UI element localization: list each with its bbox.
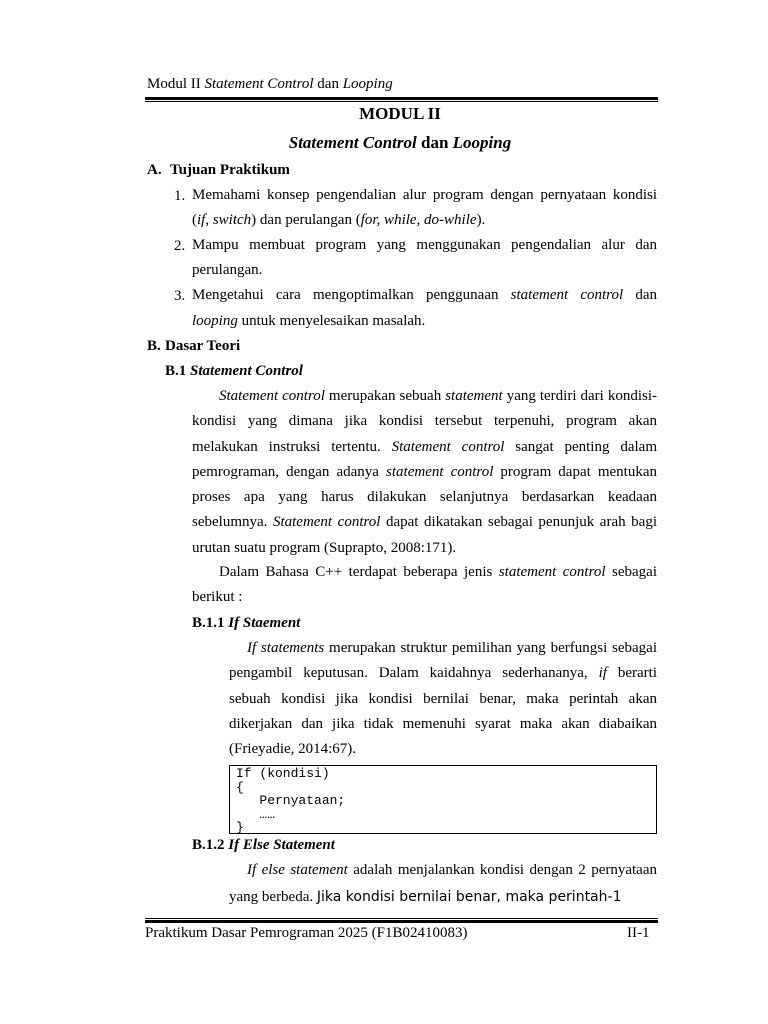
section-a-label: A. xyxy=(147,162,162,178)
page-number: II-1 xyxy=(627,925,650,941)
module-subtitle: Statement Control dan Looping xyxy=(288,133,512,152)
b11-paragraph: If statements merupakan struktur pemilihan yang berfungsi sebagai pengambil keputusan. Dalam kaidahnya sederhananya, if berarti sebuah kondisi jika kondisi bernilai benar, maka perintah akan dikerjakan dan jika tidak memenuhi syarat maka akan diabaikan (Frieyadie, 2014:67). xyxy=(229,640,657,758)
list-item-1-line2: (if, switch) dan perulangan (for, while, do-while). xyxy=(192,212,486,228)
b1-paragraph-2: Dalam Bahasa C++ terdapat beberapa jenis statement control sebagai berikut : xyxy=(192,564,657,606)
list-item-1-line1: Memahami konsep pengendalian alur program dengan pernyataan kondisi xyxy=(192,187,657,203)
list-number-1: 1. xyxy=(174,188,186,204)
b12-paragraph-line2: yang berbeda. Jika kondisi bernilai benar, maka perintah-1 xyxy=(229,889,622,905)
section-a-heading: Tujuan Praktikum xyxy=(170,162,290,178)
module-title: MODUL II xyxy=(359,104,441,123)
running-header: Modul II Statement Control dan Looping xyxy=(147,76,393,92)
b1-paragraph: Statement control merupakan sebuah statement yang terdiri dari kondisi-kondisi yang dimana jika kondisi tersebut terpenuhi, program akan melakukan instruksi tertentu. Statement control sangat penting dalam pemrograman, dengan adanya statement control program dapat mentukan proses apa yang harus dilakukan selanjutnya berdasarkan keadaan sebelumnya. Statement control dapat dikatakan sebagai penunjuk arah bagi urutan suatu program (Suprapto, 2008:171). xyxy=(192,388,657,556)
header-rule-thin xyxy=(145,101,658,102)
footer-course-text: Praktikum Dasar Pemrograman 2025 (F1B02410083) xyxy=(145,925,468,941)
code-block: If (kondisi) { Pernyataan; …… } xyxy=(229,765,657,834)
subsection-b12-heading: B.1.2 If Else Statement xyxy=(192,837,335,853)
list-item-2-line2: perulangan. xyxy=(192,262,263,278)
header-rule-thick xyxy=(145,97,658,100)
list-number-2: 2. xyxy=(174,238,186,254)
list-item-3-line1: Mengetahui cara mengoptimalkan penggunaan statement control dan xyxy=(192,287,657,303)
list-item-3-line2: looping untuk menyelesaikan masalah. xyxy=(192,313,426,329)
b12-paragraph-line1: If else statement adalah menjalankan kondisi dengan 2 pernyataan xyxy=(247,862,657,878)
section-b-label: B. xyxy=(147,338,161,354)
list-number-3: 3. xyxy=(174,288,186,304)
footer-rule-thin xyxy=(145,918,658,919)
section-b-heading: Dasar Teori xyxy=(165,338,241,354)
subsection-b11-heading: B.1.1 If Staement xyxy=(192,615,301,631)
list-item-2-line1: Mampu membuat program yang menggunakan pengendalian alur dan xyxy=(192,237,657,253)
subsection-b1-heading: B.1 Statement Control xyxy=(165,363,303,379)
footer-rule-thick xyxy=(145,920,658,923)
